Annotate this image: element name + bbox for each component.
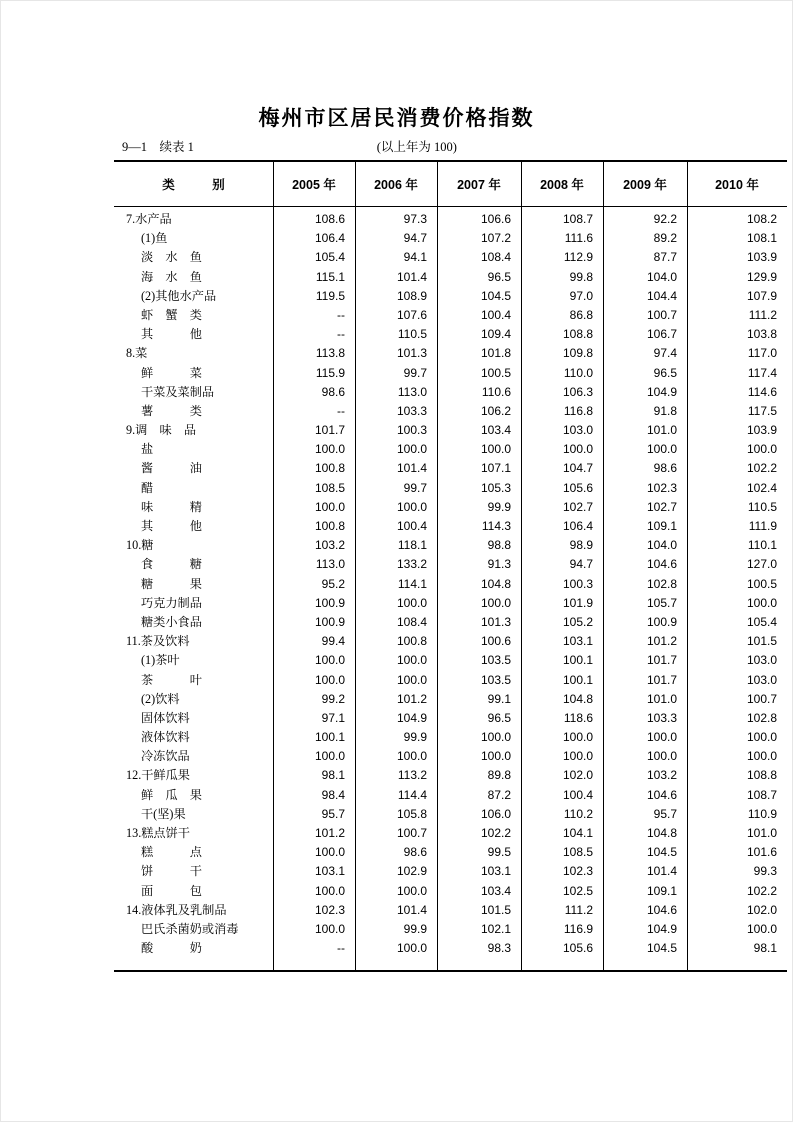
- row-value: 102.3: [562, 864, 593, 879]
- row-value: 101.2: [314, 826, 345, 840]
- row-value: 108.8: [746, 768, 777, 783]
- row-value: 103.1: [480, 864, 511, 879]
- row-value: 104.5: [646, 845, 677, 860]
- row-value: 95.7: [653, 806, 677, 821]
- row-value: 101.7: [646, 672, 677, 687]
- row-value: 100.3: [396, 423, 427, 438]
- row-value: 114.6: [747, 384, 777, 399]
- row-value: 100.0: [746, 749, 777, 764]
- page-title: 梅州市区居民消费价格指数: [258, 107, 535, 130]
- row-label: 糕 点: [141, 845, 202, 860]
- row-value: 106.3: [562, 384, 593, 399]
- row-value: 104.9: [646, 384, 677, 399]
- row-value: 94.7: [403, 231, 427, 246]
- row-value: 104.1: [562, 826, 593, 840]
- row-value: 108.1: [746, 231, 777, 246]
- row-value: 104.6: [646, 787, 677, 802]
- row-value: 100.0: [562, 730, 593, 745]
- row-value: 97.4: [653, 346, 677, 361]
- row-label: 7.水产品: [126, 212, 172, 226]
- row-value: 103.0: [562, 423, 593, 438]
- row-value: 102.7: [646, 499, 677, 514]
- row-value: 103.9: [746, 250, 777, 265]
- row-value: 103.5: [480, 672, 511, 687]
- row-value: 105.7: [646, 595, 677, 610]
- base-year-note: (以上年为 100): [376, 140, 457, 154]
- row-value: 102.3: [314, 902, 345, 917]
- row-value: 102.2: [746, 461, 777, 476]
- row-value: 106.4: [314, 231, 345, 246]
- row-value: 99.2: [321, 691, 345, 706]
- row-value: 104.8: [646, 826, 677, 840]
- row-label: 13.糕点饼干: [126, 826, 190, 840]
- row-value: 114.1: [397, 576, 427, 591]
- row-value: 107.6: [396, 307, 427, 322]
- row-value: 100.0: [646, 442, 677, 457]
- row-value: 99.7: [403, 480, 427, 495]
- row-value: 108.5: [562, 845, 593, 860]
- row-value: 101.4: [396, 269, 427, 284]
- row-value: 103.8: [746, 327, 777, 342]
- row-value: 100.0: [396, 883, 427, 898]
- row-value: 87.2: [487, 787, 511, 802]
- row-value: 96.5: [487, 269, 511, 284]
- row-value: 100.1: [562, 653, 593, 668]
- row-value: 94.1: [403, 250, 427, 265]
- column-divider: [687, 162, 688, 970]
- row-value: 101.3: [480, 614, 511, 629]
- row-value: 101.0: [646, 691, 677, 706]
- row-label: 10.糖: [126, 538, 154, 553]
- row-value: 106.6: [480, 212, 511, 226]
- row-value: 103.1: [562, 634, 593, 649]
- row-label: 8.菜: [126, 346, 148, 361]
- row-value: 111.2: [564, 902, 593, 917]
- row-value: --: [337, 327, 345, 342]
- row-value: 100.9: [646, 614, 677, 629]
- row-value: 116.9: [563, 921, 593, 936]
- row-value: 109.1: [646, 883, 677, 898]
- year-column-header: 2006 年: [374, 178, 418, 192]
- row-value: 100.0: [396, 442, 427, 457]
- row-value: 100.4: [480, 307, 511, 322]
- row-value: 111.2: [748, 307, 777, 322]
- row-value: 100.0: [314, 499, 345, 514]
- row-value: 101.4: [396, 902, 427, 917]
- row-value: 100.0: [746, 595, 777, 610]
- row-value: 102.8: [746, 710, 777, 725]
- row-value: 113.0: [315, 557, 345, 572]
- row-label: 糖 果: [141, 576, 202, 591]
- row-value: 100.0: [314, 672, 345, 687]
- row-value: 109.1: [646, 519, 677, 533]
- row-value: 104.5: [480, 288, 511, 303]
- row-value: 103.2: [314, 538, 345, 553]
- row-value: 102.7: [562, 499, 593, 514]
- row-label: 酱 油: [141, 461, 202, 476]
- row-value: 98.3: [487, 941, 511, 956]
- row-value: 103.3: [396, 403, 427, 418]
- row-label: 其 他: [141, 327, 202, 342]
- row-value: 105.8: [396, 806, 427, 821]
- row-value: 108.4: [480, 250, 511, 265]
- row-value: 100.5: [480, 365, 511, 380]
- category-column-header: 类 别: [162, 178, 225, 192]
- row-label: 盐: [141, 442, 154, 457]
- row-value: 100.0: [646, 730, 677, 745]
- row-label: 酸 奶: [141, 941, 202, 956]
- row-value: 98.4: [321, 787, 345, 802]
- row-value: 96.5: [653, 365, 677, 380]
- row-value: 102.4: [746, 480, 777, 495]
- row-label: 干(坚)果: [141, 806, 186, 821]
- row-value: 100.0: [562, 749, 593, 764]
- row-value: 103.9: [746, 423, 777, 438]
- row-value: 110.9: [747, 806, 777, 821]
- row-value: 104.6: [646, 902, 677, 917]
- row-value: 117.5: [747, 403, 777, 418]
- row-value: 115.1: [315, 269, 345, 284]
- row-value: 102.8: [646, 576, 677, 591]
- column-divider: [437, 162, 438, 970]
- row-label: 醋: [141, 480, 154, 495]
- row-label: (2)饮料: [141, 691, 180, 706]
- row-value: 99.7: [403, 365, 427, 380]
- row-value: 102.1: [480, 921, 511, 936]
- row-value: 104.7: [562, 461, 593, 476]
- row-value: 98.8: [487, 538, 511, 553]
- row-value: 98.9: [569, 538, 593, 553]
- row-value: --: [337, 941, 345, 956]
- row-value: 113.8: [315, 346, 345, 361]
- row-value: 108.6: [314, 212, 345, 226]
- row-value: 108.7: [562, 212, 593, 226]
- row-value: --: [337, 403, 345, 418]
- row-value: 101.3: [396, 346, 427, 361]
- row-value: 104.8: [562, 691, 593, 706]
- year-column-header: 2008 年: [540, 178, 584, 192]
- row-value: 98.1: [321, 768, 345, 783]
- row-value: 100.0: [480, 730, 511, 745]
- row-value: 103.1: [314, 864, 345, 879]
- row-value: 118.1: [397, 538, 427, 553]
- row-value: 102.5: [562, 883, 593, 898]
- row-value: 108.2: [746, 212, 777, 226]
- column-divider: [355, 162, 356, 970]
- row-value: 115.9: [315, 365, 345, 380]
- row-value: 100.7: [646, 307, 677, 322]
- row-value: 100.0: [396, 595, 427, 610]
- row-value: 99.5: [487, 845, 511, 860]
- row-value: 111.9: [748, 519, 777, 533]
- row-value: 89.8: [487, 768, 511, 783]
- row-value: 103.5: [480, 653, 511, 668]
- row-label: (1)鱼: [141, 231, 168, 246]
- row-value: 100.9: [314, 595, 345, 610]
- column-divider: [521, 162, 522, 970]
- row-value: 100.0: [746, 921, 777, 936]
- row-value: 101.5: [480, 902, 511, 917]
- row-value: 92.2: [653, 212, 677, 226]
- row-label: 液体饮料: [141, 730, 190, 745]
- row-label: (2)其他水产品: [141, 288, 217, 303]
- row-value: 98.6: [321, 384, 345, 399]
- row-value: 107.2: [480, 231, 511, 246]
- row-label: 糖类小食品: [141, 614, 202, 629]
- row-value: 100.0: [396, 749, 427, 764]
- row-value: 91.8: [653, 403, 677, 418]
- row-value: 98.6: [653, 461, 677, 476]
- row-value: 100.8: [314, 519, 345, 533]
- row-value: 103.3: [646, 710, 677, 725]
- row-value: 101.0: [646, 423, 677, 438]
- row-value: 101.4: [396, 461, 427, 476]
- row-value: 118.6: [563, 710, 593, 725]
- row-value: 100.0: [396, 672, 427, 687]
- row-value: 104.9: [396, 710, 427, 725]
- row-value: 99.9: [403, 921, 427, 936]
- row-value: 100.0: [314, 442, 345, 457]
- row-value: 91.3: [487, 557, 511, 572]
- row-label: (1)茶叶: [141, 653, 180, 668]
- row-value: 110.2: [563, 806, 593, 821]
- row-value: 105.4: [314, 250, 345, 265]
- row-value: 102.3: [646, 480, 677, 495]
- row-value: 104.0: [646, 538, 677, 553]
- row-value: 108.7: [746, 787, 777, 802]
- row-value: 114.4: [397, 787, 427, 802]
- year-column-header: 2009 年: [623, 178, 667, 192]
- row-value: 103.4: [480, 883, 511, 898]
- row-label: 其 他: [141, 519, 202, 533]
- row-value: 97.3: [403, 212, 427, 226]
- column-divider: [273, 162, 274, 970]
- row-value: 106.2: [480, 403, 511, 418]
- row-value: 102.0: [562, 768, 593, 783]
- row-value: 100.7: [746, 691, 777, 706]
- row-label: 虾 蟹 类: [141, 307, 202, 322]
- row-value: 105.4: [746, 614, 777, 629]
- row-value: 100.0: [314, 653, 345, 668]
- row-value: 133.2: [396, 557, 427, 572]
- row-label: 面 包: [141, 883, 202, 898]
- row-value: 116.8: [563, 403, 593, 418]
- row-value: 106.7: [646, 327, 677, 342]
- row-value: 102.0: [746, 902, 777, 917]
- row-value: 87.7: [653, 250, 677, 265]
- row-value: 101.2: [646, 634, 677, 649]
- row-label: 14.液体乳及乳制品: [126, 902, 227, 917]
- row-value: 104.9: [646, 921, 677, 936]
- row-value: 105.2: [562, 614, 593, 629]
- row-value: 100.0: [396, 499, 427, 514]
- row-label: 鲜 菜: [141, 365, 202, 380]
- row-value: 108.8: [562, 327, 593, 342]
- row-label: 巴氏杀菌奶或消毒: [141, 921, 239, 936]
- row-value: 110.0: [563, 365, 593, 380]
- row-value: 107.1: [480, 461, 511, 476]
- row-value: 129.9: [746, 269, 777, 284]
- row-label: 9.调 味 品: [126, 423, 197, 438]
- column-divider: [603, 162, 604, 970]
- row-value: 94.7: [569, 557, 593, 572]
- row-value: 95.7: [321, 806, 345, 821]
- row-value: 102.2: [480, 826, 511, 840]
- row-value: 100.8: [396, 634, 427, 649]
- row-value: 119.5: [315, 288, 345, 303]
- row-value: 95.2: [321, 576, 345, 591]
- row-value: 107.9: [746, 288, 777, 303]
- row-value: 99.9: [487, 499, 511, 514]
- row-value: 100.0: [396, 941, 427, 956]
- row-value: 100.0: [562, 442, 593, 457]
- row-value: 104.5: [646, 941, 677, 956]
- row-value: 100.0: [314, 845, 345, 860]
- row-value: 100.6: [480, 634, 511, 649]
- row-value: 97.0: [569, 288, 593, 303]
- row-value: 96.5: [487, 710, 511, 725]
- row-value: 99.4: [321, 634, 345, 649]
- row-value: 98.6: [403, 845, 427, 860]
- table-number: 9—1 续表 1: [122, 140, 194, 154]
- row-value: 89.2: [653, 231, 677, 246]
- row-value: 113.0: [397, 384, 427, 399]
- row-value: 100.0: [314, 749, 345, 764]
- row-value: 99.3: [753, 864, 777, 879]
- row-value: 100.0: [746, 442, 777, 457]
- row-value: 103.0: [746, 653, 777, 668]
- row-value: 105.3: [480, 480, 511, 495]
- row-value: 101.2: [396, 691, 427, 706]
- row-label: 干菜及菜制品: [141, 384, 215, 399]
- row-label: 鲜 瓜 果: [141, 787, 202, 802]
- row-value: 99.8: [569, 269, 593, 284]
- row-label: 巧克力制品: [141, 595, 202, 610]
- row-value: 100.5: [746, 576, 777, 591]
- year-column-header: 2010 年: [715, 178, 759, 192]
- row-value: 110.5: [397, 327, 427, 342]
- row-value: 101.7: [314, 423, 345, 438]
- row-value: 100.0: [314, 883, 345, 898]
- row-label: 味 精: [141, 499, 202, 514]
- row-label: 海 水 鱼: [141, 269, 202, 284]
- row-value: 100.0: [480, 749, 511, 764]
- row-value: 101.5: [746, 634, 777, 649]
- row-value: 100.1: [562, 672, 593, 687]
- row-label: 茶 叶: [141, 672, 202, 687]
- row-value: 101.8: [480, 346, 511, 361]
- row-value: 100.0: [396, 653, 427, 668]
- row-value: 114.3: [481, 519, 511, 533]
- row-value: 110.6: [481, 384, 511, 399]
- row-value: 100.4: [396, 519, 427, 533]
- row-value: 110.5: [747, 499, 777, 514]
- row-value: 117.4: [747, 365, 777, 380]
- row-label: 薯 类: [141, 403, 202, 418]
- row-value: 86.8: [569, 307, 593, 322]
- row-value: 103.0: [746, 672, 777, 687]
- row-label: 固体饮料: [141, 710, 190, 725]
- year-column-header: 2005 年: [292, 178, 336, 192]
- year-column-header: 2007 年: [457, 178, 501, 192]
- row-value: 98.1: [753, 941, 777, 956]
- row-value: 105.6: [562, 480, 593, 495]
- row-value: 100.4: [562, 787, 593, 802]
- row-value: 100.0: [746, 730, 777, 745]
- row-value: 109.4: [480, 327, 511, 342]
- row-value: 100.0: [480, 595, 511, 610]
- row-value: 100.0: [480, 442, 511, 457]
- row-value: 108.9: [396, 288, 427, 303]
- row-value: 102.2: [746, 883, 777, 898]
- row-value: 99.9: [403, 730, 427, 745]
- row-value: 117.0: [747, 346, 777, 361]
- row-label: 11.茶及饮料: [126, 634, 190, 649]
- row-label: 饼 干: [141, 864, 202, 879]
- row-value: 106.0: [480, 806, 511, 821]
- row-value: 100.3: [562, 576, 593, 591]
- row-value: 101.4: [646, 864, 677, 879]
- row-label: 12.干鲜瓜果: [126, 768, 190, 783]
- row-value: 104.6: [646, 557, 677, 572]
- row-value: 102.9: [396, 864, 427, 879]
- row-value: 109.8: [562, 346, 593, 361]
- row-value: 108.4: [396, 614, 427, 629]
- row-value: 111.6: [564, 231, 593, 246]
- row-value: 101.0: [746, 826, 777, 840]
- row-value: 100.7: [396, 826, 427, 840]
- row-label: 淡 水 鱼: [141, 250, 202, 265]
- row-value: --: [337, 307, 345, 322]
- row-value: 127.0: [746, 557, 777, 572]
- row-value: 101.7: [646, 653, 677, 668]
- row-value: 113.2: [397, 768, 427, 783]
- row-value: 101.6: [746, 845, 777, 860]
- row-label: 冷冻饮品: [141, 749, 190, 764]
- row-value: 105.6: [562, 941, 593, 956]
- row-value: 110.1: [747, 538, 777, 553]
- row-value: 100.0: [314, 921, 345, 936]
- row-label: 食 糖: [141, 557, 202, 572]
- row-value: 103.4: [480, 423, 511, 438]
- row-value: 106.4: [562, 519, 593, 533]
- price-index-table: [114, 160, 787, 972]
- row-value: 108.5: [314, 480, 345, 495]
- row-value: 100.1: [314, 730, 345, 745]
- row-value: 100.9: [314, 614, 345, 629]
- row-value: 99.1: [487, 691, 511, 706]
- row-value: 112.9: [563, 250, 593, 265]
- caption-row: [114, 137, 787, 155]
- row-value: 101.9: [562, 595, 593, 610]
- row-value: 104.0: [646, 269, 677, 284]
- row-value: 97.1: [321, 710, 345, 725]
- row-value: 104.8: [480, 576, 511, 591]
- row-value: 100.8: [314, 461, 345, 476]
- row-value: 103.2: [646, 768, 677, 783]
- row-value: 100.0: [646, 749, 677, 764]
- row-value: 104.4: [646, 288, 677, 303]
